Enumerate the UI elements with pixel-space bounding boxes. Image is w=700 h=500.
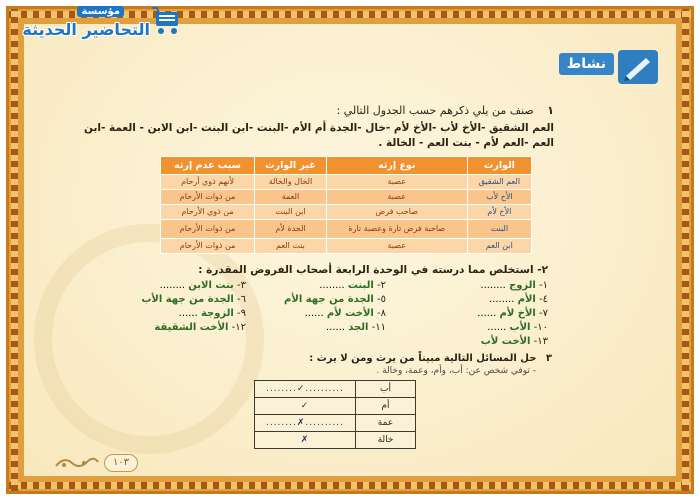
pen-icon: [618, 50, 658, 84]
answer-item: [481, 336, 548, 347]
heirs-list-line-2: العم -العم لأم - بنت العم - الخالة .: [378, 137, 554, 149]
answer-item: [154, 322, 246, 333]
question-1-number: ١: [547, 104, 554, 117]
frame-pattern-bottom: [9, 482, 691, 489]
header-non-heir: غير الوارث: [255, 157, 327, 175]
publisher-logo[interactable]: [4, 4, 184, 44]
answer-number: ١٢-: [228, 322, 246, 333]
answer-item: ١٠- الأب ......: [487, 322, 548, 333]
answer-number: ١٣-: [530, 336, 548, 347]
answer-text: البنت: [347, 280, 374, 291]
answer-number: ٩-: [233, 308, 246, 319]
logo-main-text: التحاضير الحديثة: [22, 20, 150, 39]
cell-heir: العم الشقيق: [467, 175, 531, 190]
logo-small-text: مؤسسة: [77, 6, 124, 17]
answer-text: الأخت لأم: [326, 308, 374, 319]
answer-number: ٧-: [535, 308, 548, 319]
answer-item: ١١- الجد ......: [326, 322, 386, 333]
answer-item: [284, 294, 386, 305]
cell-reason: من ذوات الأرحام: [161, 239, 255, 254]
header-inheritance-type: نوع إرثه: [326, 157, 467, 175]
question-3: [309, 353, 552, 364]
question-2-text: ٢- استخلص مما درسته في الوحدة الرابعة أصحاب الفروض المقدرة :: [198, 264, 548, 276]
table-row: [161, 175, 532, 190]
cell-non-heir: العمة: [255, 190, 327, 205]
answer-item: ٩- الزوجة ......: [178, 308, 246, 319]
heirs-table: [160, 156, 532, 254]
inherit-mark: ✗: [255, 432, 356, 449]
answer-number: ١-: [535, 280, 548, 291]
heirs-list-line-1: العم الشقيق -الأخ لأب -الأخ لأم -خال -الجدة أم الأم -البنت -ابن البنت -ابن الابن - العمة -ابن: [84, 122, 554, 134]
answer-text: الأخت الشقيقة: [154, 322, 229, 333]
inherit-mark: ..........✓........: [255, 381, 356, 398]
relative-label: خالة: [356, 432, 416, 449]
table-row: [255, 398, 416, 415]
relative-label: أم: [356, 398, 416, 415]
header-heir: الوارث: [467, 157, 531, 175]
table-row: [255, 415, 416, 432]
frame-pattern-left: [11, 9, 18, 491]
answer-text: الأخ لأم: [499, 308, 536, 319]
answer-item: [141, 294, 246, 305]
question-3-number: ٣: [545, 353, 552, 364]
inheritance-check-table: [254, 380, 416, 449]
answer-item: ١- الزوج ........: [480, 280, 548, 291]
answer-number: ٢-: [373, 280, 386, 291]
cell-non-heir: بنت العم: [255, 239, 327, 254]
inherit-mark: ✓: [255, 398, 356, 415]
cell-reason: لأنهم ذوي أرحام: [161, 175, 255, 190]
answer-item: ٨- الأخت لأم ......: [304, 308, 386, 319]
activity-header: [548, 50, 658, 84]
inherit-mark: ..........✗........: [255, 415, 356, 432]
table-row: [161, 205, 532, 220]
answer-item: ٤- الأم ........: [489, 294, 548, 305]
page-number: ١٠٣: [104, 454, 138, 472]
answer-text: بنت الابن: [188, 280, 234, 291]
table-row: [161, 220, 532, 239]
decorative-ring: [34, 224, 264, 454]
answer-item: ٢- البنت ........: [319, 280, 386, 291]
answer-text: الجد: [348, 322, 369, 333]
cell-reason: من ذوات الأرحام: [161, 190, 255, 205]
cell-type: صاحب فرض: [326, 205, 467, 220]
answer-item: ٣- بنت الابن ........: [159, 280, 246, 291]
cell-heir: الأخ لأم: [467, 205, 531, 220]
answer-text: الجدة من جهة الأب: [141, 294, 234, 305]
cell-non-heir: الجدة لأم: [255, 220, 327, 239]
table-row: [255, 381, 416, 398]
answer-number: ٨-: [373, 308, 386, 319]
question-3-text: حل المسائل التالية مبيناً من يرث ومن لا يرث :: [309, 353, 537, 364]
cell-non-heir: الخال والخالة: [255, 175, 327, 190]
question-1: [336, 104, 554, 117]
cell-type: عصبة: [326, 190, 467, 205]
cell-heir: الأخ لأب: [467, 190, 531, 205]
answer-number: ٦-: [233, 294, 246, 305]
cell-reason: من ذوي الأرحام: [161, 205, 255, 220]
cell-type: عصبة: [326, 175, 467, 190]
ornament-icon: [54, 456, 100, 470]
answer-number: ٤-: [535, 294, 548, 305]
answer-item: ٧- الأخ لأم ......: [477, 308, 548, 319]
table-row: [161, 239, 532, 254]
question-1-text: صنف من يلي ذكرهم حسب الجدول التالي :: [336, 104, 534, 117]
answer-number: ٥-: [373, 294, 386, 305]
cell-heir: البنت: [467, 220, 531, 239]
answer-number: ١١-: [368, 322, 386, 333]
activity-label: نشاط: [559, 53, 614, 75]
cell-heir: ابن العم: [467, 239, 531, 254]
frame-pattern-right: [682, 9, 689, 491]
cell-type: صاحبة فرض تارة وعصبة تارة: [326, 220, 467, 239]
header-reason: سبب عدم إرثه: [161, 157, 255, 175]
answer-text: الأب: [509, 322, 531, 333]
cart-icon: [150, 4, 184, 38]
answer-text: الزوجة: [200, 308, 234, 319]
table-row: [161, 190, 532, 205]
answer-number: ١٠-: [530, 322, 548, 333]
answer-text: الجدة من جهة الأم: [284, 294, 374, 305]
answer-number: ٣-: [233, 280, 246, 291]
table-row: [255, 432, 416, 449]
cell-type: عصبة: [326, 239, 467, 254]
heirs-table-header-row: [161, 157, 532, 175]
answer-text: الأخت لأب: [480, 336, 531, 347]
answer-text: الزوج: [509, 280, 536, 291]
book-page: [24, 24, 676, 476]
answer-text: الأم: [517, 294, 536, 305]
cell-reason: من ذوات الأرحام: [161, 220, 255, 239]
cell-non-heir: ابن البنت: [255, 205, 327, 220]
relative-label: أب: [356, 381, 416, 398]
question-3-note: - توفي شخص عن: أب، وأم، وعمة، وخالة .: [376, 366, 536, 376]
relative-label: عمة: [356, 415, 416, 432]
